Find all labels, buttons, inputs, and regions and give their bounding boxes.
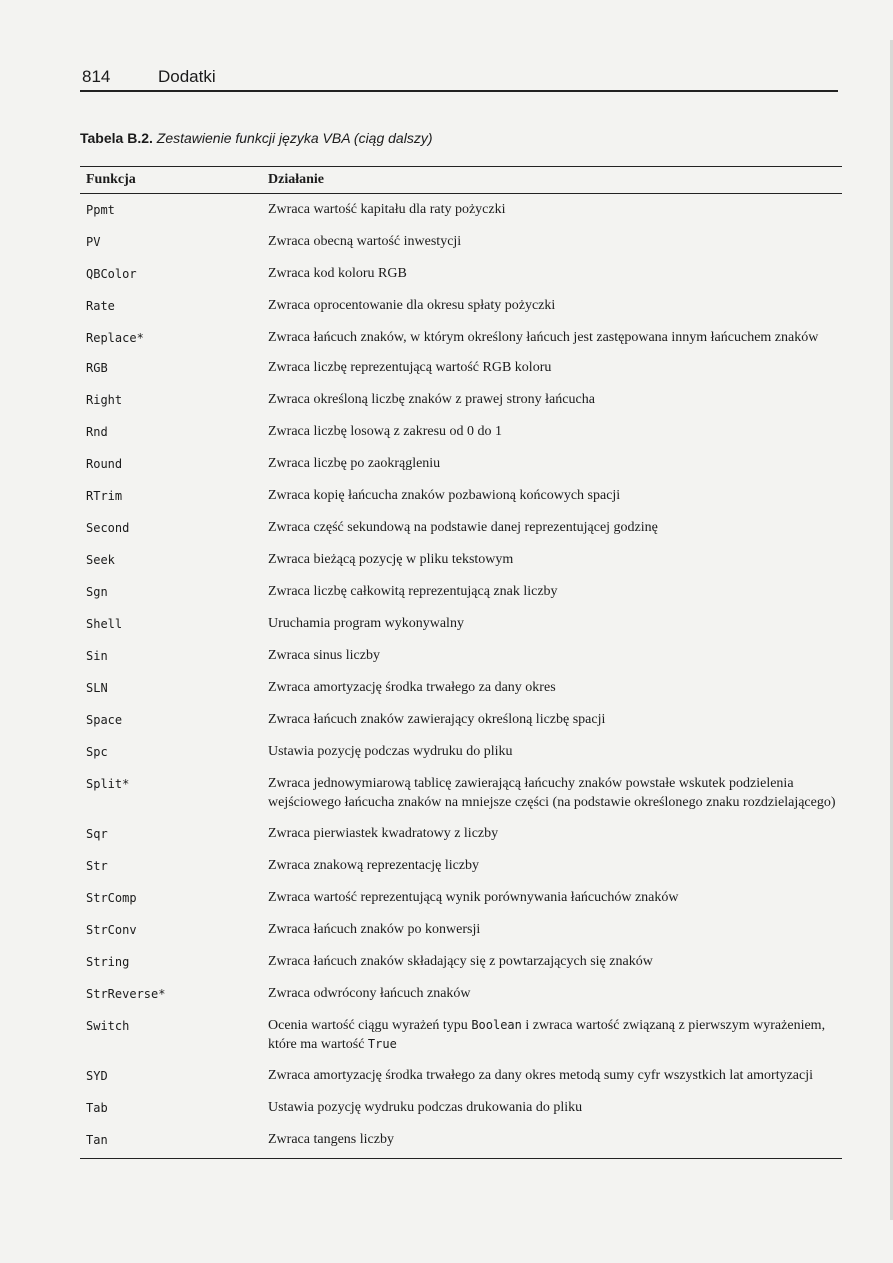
function-description: Zwraca odwrócony łańcuch znaków <box>268 986 471 1001</box>
table-row <box>80 602 842 634</box>
function-description: Zwraca wartość kapitału dla raty pożyczki <box>268 202 506 217</box>
table-row <box>80 940 842 972</box>
function-name: Second <box>86 521 130 535</box>
function-description: Zwraca liczbę reprezentującą wartość RGB koloru <box>268 360 552 375</box>
table-row <box>80 972 842 1004</box>
table-row <box>80 730 842 762</box>
function-name: Seek <box>86 553 115 567</box>
function-description: Zwraca wartość reprezentującą wynik porównywania łańcuchów znaków <box>268 890 679 905</box>
description-part: Boolean <box>471 1018 522 1032</box>
function-description: Zwraca bieżącą pozycję w pliku tekstowym <box>268 552 514 567</box>
column-header-action: Działanie <box>268 172 324 187</box>
function-description: Zwraca kod koloru RGB <box>268 266 407 281</box>
running-head <box>82 63 838 93</box>
table-row <box>80 284 842 316</box>
table-row <box>80 1004 842 1054</box>
table-row <box>80 762 842 812</box>
table-row <box>80 908 842 940</box>
function-name: RTrim <box>86 489 123 503</box>
function-name: Right <box>86 393 123 407</box>
function-description: Zwraca amortyzację środka trwałego za dany okres metodą sumy cyfr wszystkich lat amortyzacji <box>268 1068 814 1083</box>
function-name: Round <box>86 457 123 471</box>
table-caption <box>80 130 432 146</box>
function-name: StrComp <box>86 891 137 905</box>
table-row <box>80 378 842 410</box>
table-row <box>80 844 842 876</box>
function-description: Zwraca obecną wartość inwestycji <box>268 234 462 249</box>
function-description: Ustawia pozycję podczas wydruku do pliku <box>268 744 513 759</box>
function-name: QBColor <box>86 267 137 281</box>
table-row <box>80 1086 842 1118</box>
function-description: Uruchamia program wykonywalny <box>268 616 464 631</box>
function-name: Replace* <box>86 331 144 345</box>
section-title: Dodatki <box>158 67 216 86</box>
table-row <box>80 538 842 570</box>
function-description: Zwraca liczbę całkowitą reprezentującą znak liczby <box>268 584 558 599</box>
function-name: Space <box>86 713 123 727</box>
function-description: Zwraca kopię łańcucha znaków pozbawioną końcowych spacji <box>268 488 621 503</box>
function-name: Sin <box>86 649 108 663</box>
table-row <box>80 1054 842 1086</box>
function-description: Zwraca tangens liczby <box>268 1132 394 1147</box>
function-description: Zwraca oprocentowanie dla okresu spłaty pożyczki <box>268 298 556 313</box>
vba-functions-table <box>80 166 842 1159</box>
function-description: Zwraca łańcuch znaków po konwersji <box>268 922 481 937</box>
function-name: Tab <box>86 1101 108 1115</box>
function-name: Str <box>86 859 108 873</box>
table-row <box>80 666 842 698</box>
table-row <box>80 698 842 730</box>
table-row <box>80 316 842 348</box>
function-description: Ustawia pozycję wydruku podczas drukowania do pliku <box>268 1100 583 1115</box>
table-row <box>80 812 842 844</box>
header-rule <box>80 90 838 92</box>
function-description: Zwraca liczbę losową z zakresu od 0 do 1 <box>268 424 503 439</box>
function-name: Sgn <box>86 585 108 599</box>
function-description: Zwraca określoną liczbę znaków z prawej strony łańcucha <box>268 392 595 407</box>
table-row <box>80 506 842 538</box>
table-header <box>80 167 842 194</box>
function-name: String <box>86 955 130 969</box>
function-description: Zwraca łańcuch znaków, w którym określony łańcuch jest zastępowana innym łańcuchem znaków <box>268 330 819 345</box>
function-name: Spc <box>86 745 108 759</box>
table-caption-label: Tabela B.2. <box>80 130 153 146</box>
function-name: Shell <box>86 617 123 631</box>
function-name: Ppmt <box>86 203 115 217</box>
table-row <box>80 1118 842 1158</box>
function-name: Switch <box>86 1019 130 1033</box>
function-description: Zwraca łańcuch znaków zawierający określoną liczbę spacji <box>268 712 606 727</box>
function-description: Zwraca liczbę po zaokrągleniu <box>268 456 441 471</box>
table-row <box>80 410 842 442</box>
function-name: Rate <box>86 299 115 313</box>
function-name: Rnd <box>86 425 108 439</box>
description-part: True <box>367 1037 397 1051</box>
table-row <box>80 570 842 602</box>
function-description: Zwraca łańcuch znaków składający się z powtarzających się znaków <box>268 954 653 969</box>
function-description: Zwraca amortyzację środka trwałego za dany okres <box>268 680 556 695</box>
function-name: StrConv <box>86 923 137 937</box>
function-description: Zwraca część sekundową na podstawie danej reprezentującej godzinę <box>268 520 658 535</box>
function-name: SYD <box>86 1069 108 1083</box>
function-name: RGB <box>86 361 108 375</box>
function-description: Zwraca sinus liczby <box>268 648 380 663</box>
description-part: Ocenia wartość ciągu wyrażeń typu <box>268 1018 472 1033</box>
description-part: i zwraca wartość związaną z pierwszym wyrażeniem, które ma wartość <box>268 1018 826 1052</box>
function-name: Tan <box>86 1133 108 1147</box>
table-row <box>80 876 842 908</box>
function-name: Split* <box>86 777 130 791</box>
table-row <box>80 194 842 220</box>
table-row <box>80 442 842 474</box>
table-body <box>80 194 842 1158</box>
function-description: Zwraca znakową reprezentację liczby <box>268 858 480 873</box>
table-row <box>80 474 842 506</box>
column-header-function: Funkcja <box>86 172 136 187</box>
table-row <box>80 252 842 284</box>
function-description: Zwraca jednowymiarową tablicę zawierającą łańcuchy znaków powstałe wskutek podzielenia wejściowego łańcucha znaków na mniejsze części (na podstawie określonego znaku rozdzielającego) <box>268 776 836 810</box>
table-caption-title: Zestawienie funkcji języka VBA (ciąg dalszy) <box>156 130 433 146</box>
function-name: Sqr <box>86 827 108 841</box>
function-description: Zwraca pierwiastek kwadratowy z liczby <box>268 826 499 841</box>
table-row <box>80 634 842 666</box>
function-name: StrReverse* <box>86 987 166 1001</box>
function-name: PV <box>86 235 101 249</box>
table-row <box>80 348 842 378</box>
function-name: SLN <box>86 681 108 695</box>
table-row <box>80 220 842 252</box>
function-description <box>268 1016 842 1054</box>
page-number: 814 <box>82 67 111 86</box>
